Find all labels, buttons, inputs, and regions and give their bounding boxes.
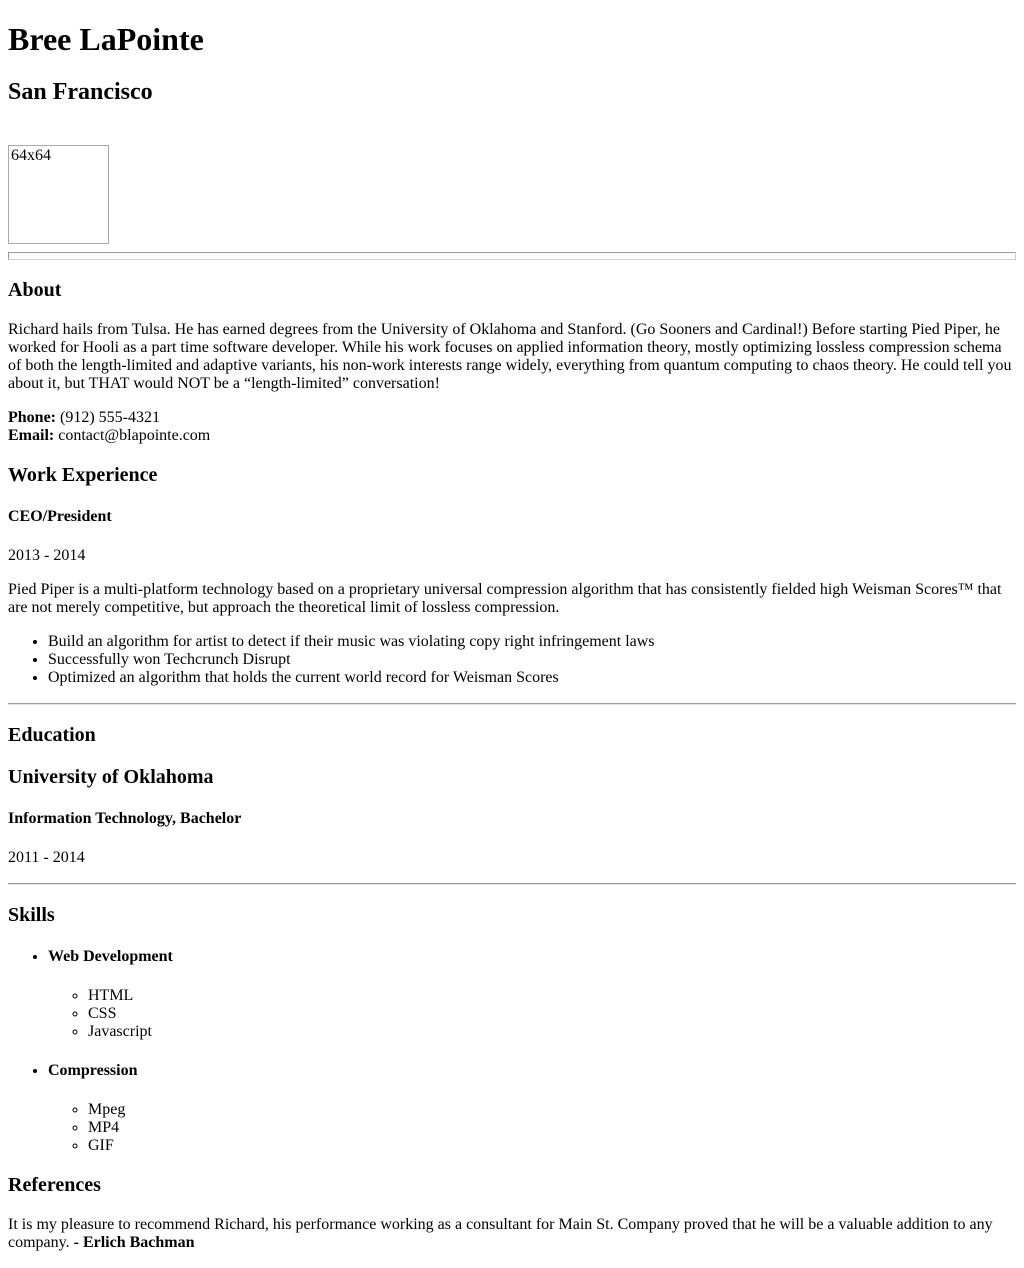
contact-block <box>8 409 1016 445</box>
section-divider <box>8 883 1016 885</box>
degree-title: Information Technology, Bachelor <box>8 810 242 827</box>
reference-paragraph <box>8 1216 1016 1252</box>
page-title: Bree LaPointe <box>8 21 204 57</box>
subtitle-location: San Francisco <box>8 79 153 105</box>
avatar-placeholder <box>8 145 109 244</box>
skill-category-name: • Web Development <box>48 948 173 965</box>
job-title: CEO/President <box>8 508 112 525</box>
skill-item: ◦ MP4 <box>88 1119 1016 1137</box>
references-heading: References <box>8 1174 101 1196</box>
skill-category <box>48 1062 1016 1155</box>
school-name: University of Oklahoma <box>8 766 214 788</box>
education-dates: 2011 - 2014 <box>8 849 85 866</box>
skills-list <box>8 948 1016 1155</box>
email-value: contact@blapointe.com <box>58 427 211 444</box>
skill-item: ◦ Javascript <box>88 1023 1016 1041</box>
job-summary: Pied Piper is a multi-platform technology based on a proprietary universal compression algorithm that has consistently fielded high Weisman Scores™ that are not merely competitive, but approach the theoretical limit of lossless compression. <box>8 581 1002 616</box>
section-divider <box>8 252 1016 260</box>
skills-heading: Skills <box>8 904 55 926</box>
work-experience-heading: Work Experience <box>8 464 158 486</box>
skill-item: ◦ Mpeg <box>88 1101 1016 1119</box>
job-bullet: • Optimized an algorithm that holds the current world record for Weisman Scores <box>48 669 1016 687</box>
education-heading: Education <box>8 724 96 746</box>
skill-items <box>48 1101 1016 1155</box>
job-dates: 2013 - 2014 <box>8 547 86 564</box>
about-heading: About <box>8 279 62 301</box>
job-bullet-list <box>8 633 1016 687</box>
avatar-alt-text: 64x64 <box>11 147 51 164</box>
reference-text: It is my pleasure to recommend Richard, his performance working as a consultant for Main St. Company proved that he will be a valuable addition to any company. <box>8 1216 993 1251</box>
phone-label: Phone: <box>8 409 56 426</box>
skill-category <box>48 948 1016 1041</box>
resume-page <box>8 21 1016 1252</box>
skill-item: ◦ GIF <box>88 1137 1016 1155</box>
phone-value: (912) 555-4321 <box>60 409 160 426</box>
job-bullet: • Build an algorithm for artist to detect if their music was violating copy right infringement laws <box>48 633 1016 651</box>
job-bullet: • Successfully won Techcrunch Disrupt <box>48 651 1016 669</box>
reference-attribution: - Erlich Bachman <box>73 1234 195 1251</box>
skill-item: ◦ HTML <box>88 987 1016 1005</box>
section-divider <box>8 703 1016 705</box>
about-bio: Richard hails from Tulsa. He has earned degrees from the University of Oklahoma and Stanford. (Go Sooners and Cardinal!) Before starting Pied Piper, he worked for Hooli as a part time software developer. While his work focuses on applied information theory, mostly optimizing lossless compression schema of both the length-limited and adaptive variants, his non-work interests range widely, everything from quantum computing to chaos theory. He could tell you about it, but THAT would NOT be a “length-limited” conversation! <box>8 321 1012 392</box>
skill-category-name: • Compression <box>48 1062 138 1079</box>
email-label: Email: <box>8 427 55 444</box>
skill-items <box>48 987 1016 1041</box>
skill-item: ◦ CSS <box>88 1005 1016 1023</box>
